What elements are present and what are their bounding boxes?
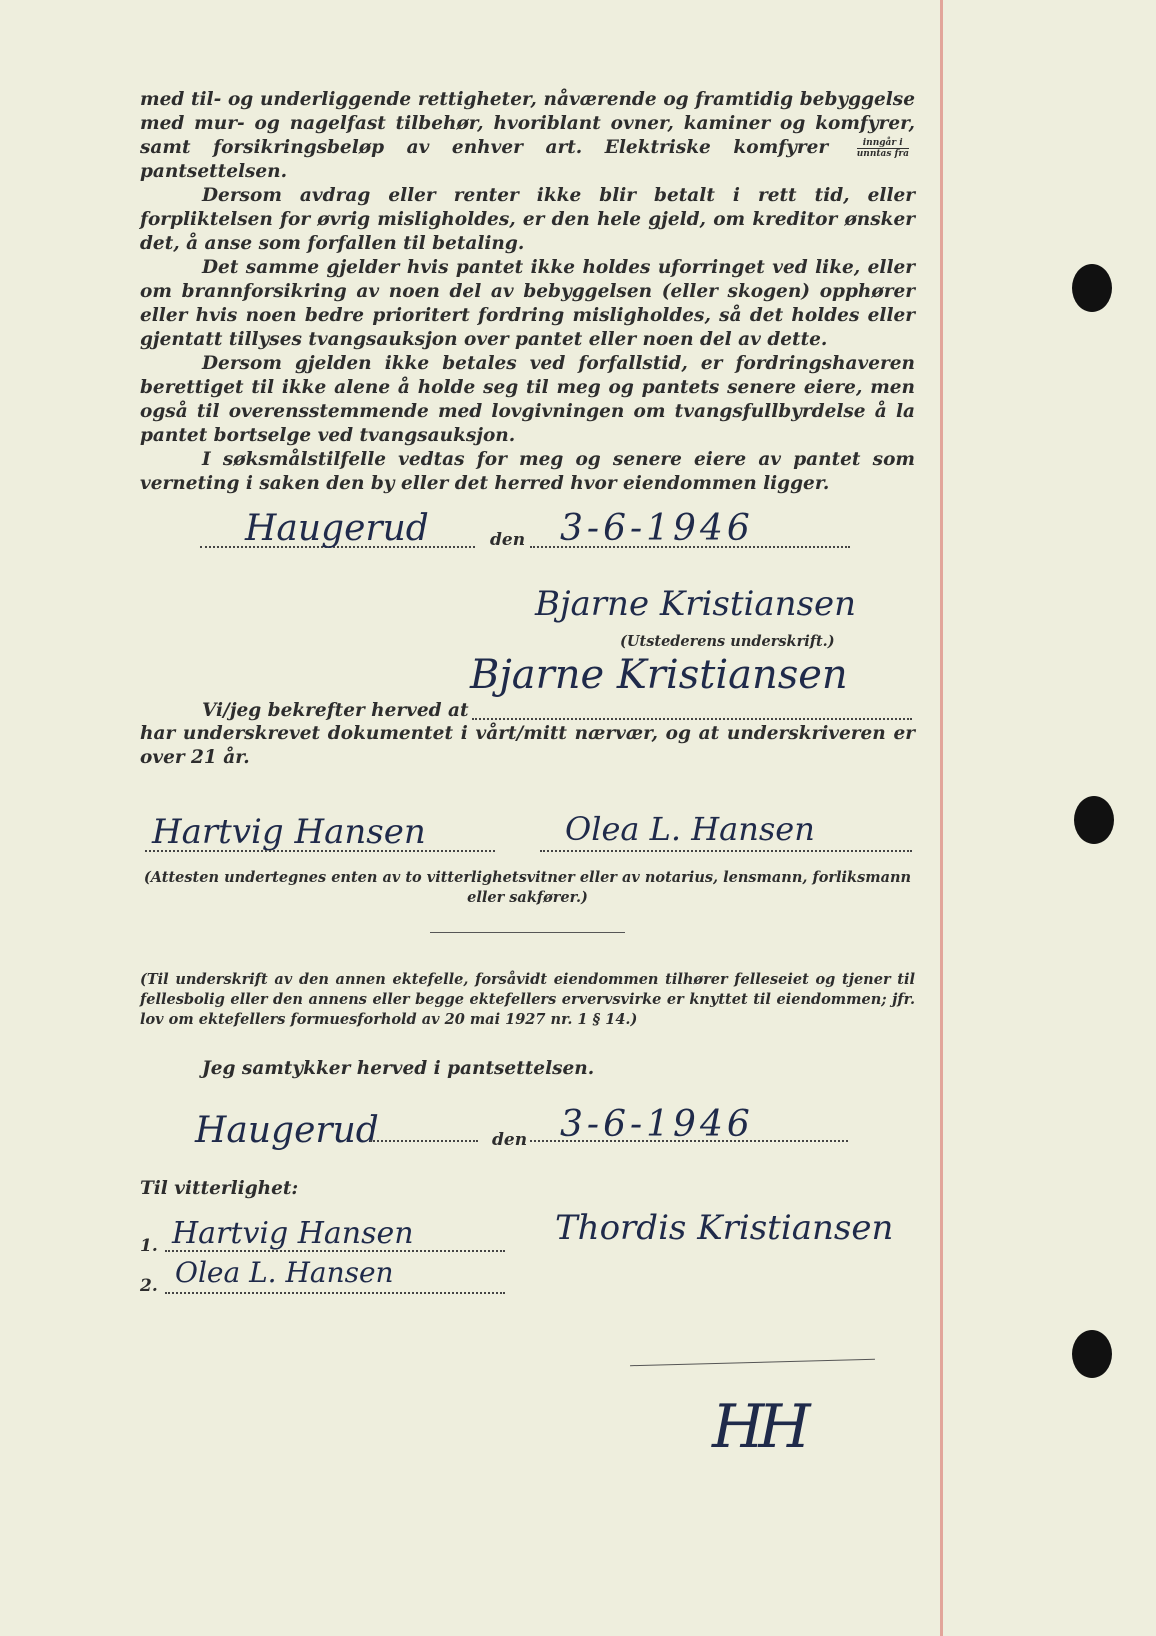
paragraph-enforcement: Dersom gjelden ikke betales ved forfallstid, er fordringshaveren berettiget til ikke alene å holde seg til meg og pantets senere eiere, men også til overensstemmende med lovgivningen om tvangsfullbyrdelse å la pantet bortselge ved tvangsauksjon. xyxy=(140,353,915,446)
body-text xyxy=(140,88,915,496)
paragraph-default: Dersom avdrag eller renter ikke blir betalt i rett tid, eller forpliktelsen for øvrig misligholdes, er den hele gjeld, om kreditor ønsker det, å anse som forfallen til betaling. xyxy=(140,185,915,254)
place-handwritten: Haugerud xyxy=(245,508,429,549)
witness-line-dotline-2 xyxy=(165,1292,505,1294)
paragraph-collateral-text: med til- og underliggende rettigheter, nåværende og framtidig bebyggelse med mur- og nagelfast tilbehør, hvoriblant ovner, kaminer og komfyrer, samt forsikringsbeløp av enhver art. Elektriske komfyrer xyxy=(140,89,915,158)
frac-top: inngår i xyxy=(857,138,909,149)
confirm-rest xyxy=(140,722,915,770)
witness-signature-2: Olea L. Hansen xyxy=(565,810,815,848)
margin-line xyxy=(940,0,943,1636)
frac-bottom: unntas fra xyxy=(856,148,909,159)
place-handwritten-2: Haugerud xyxy=(195,1110,379,1151)
confirm-rest-text: har underskrevet dokumentet i vårt/mitt nærvær, og at underskriveren er over 21 år. xyxy=(140,723,915,768)
confirm-signature: Bjarne Kristiansen xyxy=(470,652,848,698)
issuer-caption: (Utstederens underskrift.) xyxy=(620,633,835,650)
witness-dotline-2 xyxy=(540,850,912,852)
witness-line-dotline-1 xyxy=(165,1250,505,1252)
punch-hole xyxy=(1072,264,1112,312)
issuer-signature: Bjarne Kristiansen xyxy=(535,584,857,624)
confirm-prefix: Vi/jeg bekrefter herved at xyxy=(202,700,469,721)
place-dotline-2 xyxy=(370,1140,478,1142)
date-handwritten-2: 3-6-1946 xyxy=(560,1104,754,1145)
den-label-2: den xyxy=(492,1130,528,1150)
confirm-dotline xyxy=(472,718,912,720)
spouse-signature: Thordis Kristiansen xyxy=(555,1208,894,1248)
punch-hole xyxy=(1074,796,1114,844)
paragraph-maintenance: Det samme gjelder hvis pantet ikke holdes uforringet ved like, eller om brannforsikring av noen del av bebyggelsen (eller skogen) opphører eller hvis noen bedre prioritert fordring misligholdes, så det holdes eller gjentatt tillyses tvangsauksjon over pantet eller noen del av dette. xyxy=(140,257,915,350)
consent-text: Jeg samtykker herved i pantsettelsen. xyxy=(202,1058,595,1079)
witness-dotline-1 xyxy=(145,850,495,852)
initials: HH xyxy=(712,1392,805,1462)
witness-heading: Til vitterlighet: xyxy=(140,1178,299,1199)
divider xyxy=(430,932,625,933)
witness-number-2: 2. xyxy=(140,1276,158,1296)
initials-line xyxy=(630,1359,875,1366)
paragraph-collateral xyxy=(140,88,915,184)
witness-signature-1: Hartvig Hansen xyxy=(152,812,426,852)
witness-number-1: 1. xyxy=(140,1236,158,1256)
spouse-note: (Til underskrift av den annen ektefelle, forsåvidt eiendommen tilhører felleseiet og tjener til fellesbolig eller den annens eller begge ektefellers ervervsvirke er knyttet til eiendommen; jfr. lov om ektefellers formuesforhold av 20 mai 1927 nr. 1 § 14.) xyxy=(140,971,915,1028)
paragraph-collateral-end: pantsettelsen. xyxy=(140,161,288,182)
attest-note: (Attesten undertegnes enten av to vitterlighetsvitner eller av notarius, lensmann, forliksmann eller sakfører.) xyxy=(143,869,912,906)
punch-hole xyxy=(1072,1330,1112,1378)
witness-line-signature-1: Hartvig Hansen xyxy=(172,1216,414,1251)
paragraph-venue: I søksmålstilfelle vedtas for meg og senere eiere av pantet som verneting i saken den by eller det herred hvor eiendommen ligger. xyxy=(140,449,915,494)
fraction-choice xyxy=(857,138,909,159)
witness-line-signature-2: Olea L. Hansen xyxy=(175,1256,394,1289)
den-label: den xyxy=(490,530,526,550)
date-handwritten: 3-6-1946 xyxy=(560,508,754,549)
